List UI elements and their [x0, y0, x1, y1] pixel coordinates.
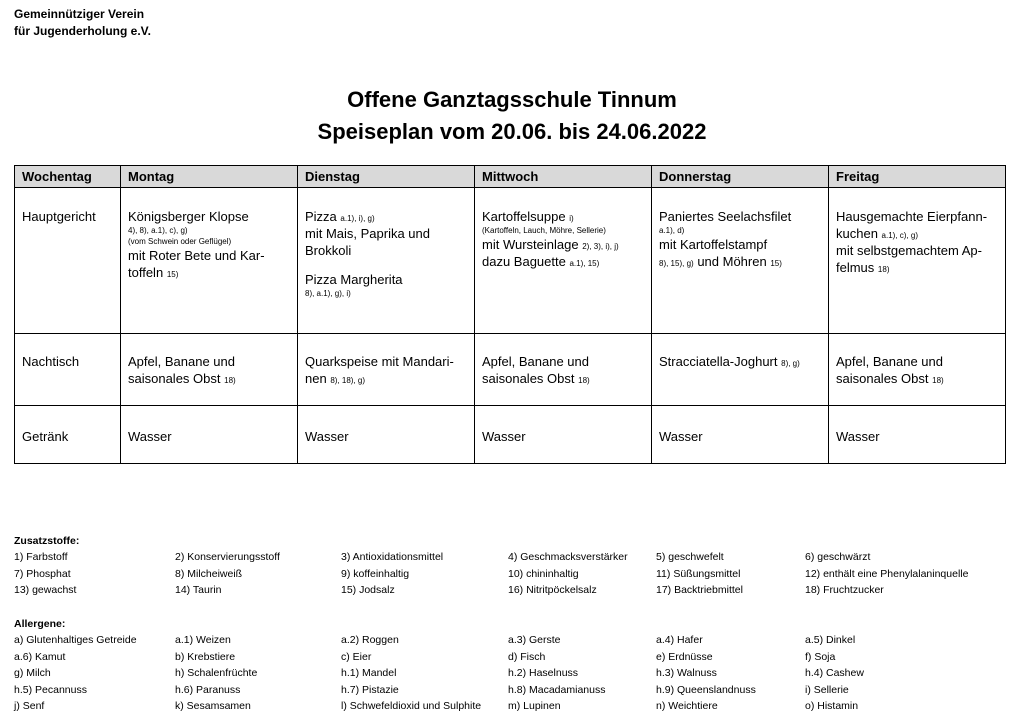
allergen-item: h.7) Pistazie	[341, 683, 399, 696]
org-line-2: für Jugenderholung e.V.	[14, 24, 151, 38]
allergens-grid	[14, 632, 985, 715]
menu-table	[14, 165, 1006, 464]
main-tuesday-note2: 8), a.1), g), i)	[305, 289, 351, 298]
drink-friday: Wasser	[829, 406, 1006, 464]
dessert-wednesday	[475, 334, 652, 406]
main-monday-note1: 4), 8), a.1), c), g)	[128, 226, 188, 235]
dessert-monday-line2: saisonales Obst	[128, 371, 221, 386]
dessert-monday-line1: Apfel, Banane und	[128, 354, 235, 369]
additive-item: 14) Taurin	[175, 584, 222, 596]
additive-item: 5) geschwefelt	[656, 551, 724, 563]
main-tuesday-line3: Brokkoli	[305, 243, 352, 258]
main-tuesday-note1: a.1), i), g)	[340, 214, 375, 223]
main-wednesday-note3: 2), 3), i), j)	[582, 242, 619, 251]
dessert-thursday	[652, 334, 829, 406]
main-thursday-note3: 15)	[770, 259, 782, 268]
allergen-item: a.4) Hafer	[656, 634, 703, 646]
header-monday: Montag	[121, 166, 298, 188]
main-thursday-line3: und Möhren	[697, 254, 767, 269]
additive-item: 18) Fruchtzucker	[805, 584, 884, 596]
additive-item: 13) gewachst	[14, 584, 77, 596]
allergen-item: g) Milch	[14, 667, 51, 679]
header-friday: Freitag	[829, 166, 1006, 188]
allergen-item: a.6) Kamut	[14, 650, 66, 663]
additive-item: 15) Jodsalz	[341, 584, 395, 596]
dessert-friday-line1: Apfel, Banane und	[836, 354, 943, 369]
dessert-wednesday-note1: 18)	[578, 376, 590, 385]
table-row-main-course	[15, 188, 1006, 334]
header-tuesday: Dienstag	[298, 166, 475, 188]
allergen-item: a.5) Dinkel	[805, 634, 856, 646]
main-monday-line1: Königsberger Klopse	[128, 209, 249, 224]
dessert-friday-note1: 18)	[932, 376, 944, 385]
main-friday	[829, 188, 1006, 334]
dessert-tuesday-line2: nen	[305, 371, 327, 386]
main-friday-line2: kuchen	[836, 226, 878, 241]
row-label-drink: Getränk	[15, 406, 121, 464]
title-line-2: Speiseplan vom 20.06. bis 24.06.2022	[317, 119, 707, 144]
main-friday-line4: felmus	[836, 260, 875, 275]
allergen-item: l) Schwefeldioxid und Sulphite	[341, 700, 482, 712]
main-friday-line3: mit selbstgemachtem Ap-	[836, 243, 982, 258]
allergen-item: h.8) Macadamianuss	[508, 683, 606, 696]
main-thursday-note2: 8), 15), g)	[659, 259, 694, 268]
dessert-tuesday-note1: 8), 18), g)	[330, 376, 366, 385]
main-thursday	[652, 188, 829, 334]
table-header-row	[15, 166, 1006, 188]
dessert-tuesday-line1: Quarkspeise mit Mandari-	[305, 354, 454, 369]
drink-monday: Wasser	[121, 406, 298, 464]
main-tuesday-line4: Pizza Margherita	[305, 272, 403, 287]
dessert-monday	[121, 334, 298, 406]
additive-item: 3) Antioxidationsmittel	[341, 551, 444, 563]
main-monday-line3: toffeln	[128, 265, 164, 280]
main-wednesday-note1: i)	[569, 214, 574, 223]
additive-item: 9) koffeinhaltig	[341, 567, 410, 580]
dessert-wednesday-line1: Apfel, Banane und	[482, 354, 589, 369]
allergen-item: k) Sesamsamen	[175, 700, 251, 712]
row-label-main: Hauptgericht	[15, 188, 121, 334]
dessert-thursday-note1: 8), g)	[781, 359, 800, 368]
table-row-drink	[15, 406, 1006, 464]
allergen-item: a.1) Weizen	[175, 634, 231, 646]
dessert-monday-note1: 18)	[224, 376, 236, 385]
main-wednesday-note2: (Kartoffeln, Lauch, Möhre, Sellerie)	[482, 226, 606, 235]
page-title	[0, 84, 1024, 148]
allergen-item: f) Soja	[805, 650, 836, 663]
additive-item: 16) Nitritpöckelsalz	[508, 584, 597, 596]
allergen-item: h) Schalenfrüchte	[175, 667, 258, 679]
additive-item: 1) Farbstoff	[14, 551, 68, 563]
dessert-friday-line2: saisonales Obst	[836, 371, 929, 386]
main-monday-line2: mit Roter Bete und Kar-	[128, 248, 265, 263]
table-row-dessert	[15, 334, 1006, 406]
allergen-item: a) Glutenhaltiges Getreide	[14, 634, 137, 646]
allergen-item: h.4) Cashew	[805, 667, 864, 679]
row-label-dessert: Nachtisch	[15, 334, 121, 406]
header-weekday: Wochentag	[15, 166, 121, 188]
drink-tuesday: Wasser	[298, 406, 475, 464]
allergen-item: d) Fisch	[508, 650, 546, 663]
header-thursday: Donnerstag	[652, 166, 829, 188]
drink-wednesday: Wasser	[475, 406, 652, 464]
additives-grid	[14, 549, 985, 599]
additive-item: 11) Süßungsmittel	[656, 567, 741, 580]
allergen-item: b) Krebstiere	[175, 650, 236, 663]
main-wednesday-line2: mit Wursteinlage	[482, 237, 579, 252]
main-thursday-line1: Paniertes Seelachsfilet	[659, 209, 792, 224]
additives-heading: Zusatzstoffe:	[14, 535, 80, 547]
additive-item: 7) Phosphat	[14, 567, 71, 580]
allergen-item: o) Histamin	[805, 700, 859, 712]
dessert-wednesday-line2: saisonales Obst	[482, 371, 575, 386]
main-friday-note2: 18)	[877, 265, 890, 274]
allergen-item: a.2) Roggen	[341, 634, 399, 646]
allergen-item: a.3) Gerste	[508, 634, 561, 646]
dessert-thursday-line1: Stracciatella-Joghurt	[659, 354, 778, 369]
additive-item: 4) Geschmacksverstärker	[508, 551, 628, 563]
main-tuesday	[298, 188, 475, 334]
allergens-legend	[14, 616, 985, 715]
main-thursday-line2: mit Kartoffelstampf	[659, 237, 768, 252]
main-tuesday-line1: Pizza	[305, 209, 337, 224]
title-line-1: Offene Ganztagsschule Tinnum	[347, 87, 677, 112]
main-friday-note1: a.1), c), g)	[881, 231, 918, 240]
allergen-item: c) Eier	[341, 650, 372, 663]
main-tuesday-line2: mit Mais, Paprika und	[305, 226, 430, 241]
main-friday-line1: Hausgemachte Eierpfann-	[836, 209, 988, 224]
dessert-tuesday	[298, 334, 475, 406]
main-wednesday	[475, 188, 652, 334]
main-wednesday-line1: Kartoffelsuppe	[482, 209, 566, 224]
additive-item: 8) Milcheiweiß	[175, 567, 243, 580]
org-line-1: Gemeinnütziger Verein	[14, 7, 145, 21]
allergens-heading: Allergene:	[14, 618, 66, 630]
main-monday-note2: (vom Schwein oder Geflügel)	[128, 237, 232, 246]
allergen-item: n) Weichtiere	[656, 700, 718, 712]
allergen-item: h.1) Mandel	[341, 667, 397, 679]
allergen-item: h.6) Paranuss	[175, 683, 241, 696]
organization-name	[14, 6, 151, 40]
additive-item: 17) Backtriebmittel	[656, 584, 743, 596]
allergen-item: j) Senf	[14, 700, 45, 712]
additive-item: 10) chininhaltig	[508, 567, 579, 580]
main-monday	[121, 188, 298, 334]
allergen-item: e) Erdnüsse	[656, 650, 713, 663]
additive-item: 12) enthält eine Phenylalaninquelle	[805, 567, 969, 580]
dessert-friday	[829, 334, 1006, 406]
additive-item: 6) geschwärzt	[805, 551, 871, 563]
main-wednesday-note4: a.1), 15)	[569, 259, 600, 268]
main-thursday-note1: a.1), d)	[659, 226, 685, 235]
allergen-item: h.2) Haselnuss	[508, 667, 579, 679]
main-wednesday-line3: dazu Baguette	[482, 254, 566, 269]
additive-item: 2) Konservierungsstoff	[175, 551, 280, 563]
allergen-item: h.5) Pecannuss	[14, 683, 87, 696]
main-monday-note3: 15)	[166, 270, 179, 279]
allergen-item: h.9) Queenslandnuss	[656, 683, 756, 696]
drink-thursday: Wasser	[652, 406, 829, 464]
allergen-item: i) Sellerie	[805, 683, 849, 696]
allergen-item: m) Lupinen	[508, 700, 561, 712]
header-wednesday: Mittwoch	[475, 166, 652, 188]
additives-legend	[14, 533, 985, 599]
allergen-item: h.3) Walnuss	[656, 667, 717, 679]
